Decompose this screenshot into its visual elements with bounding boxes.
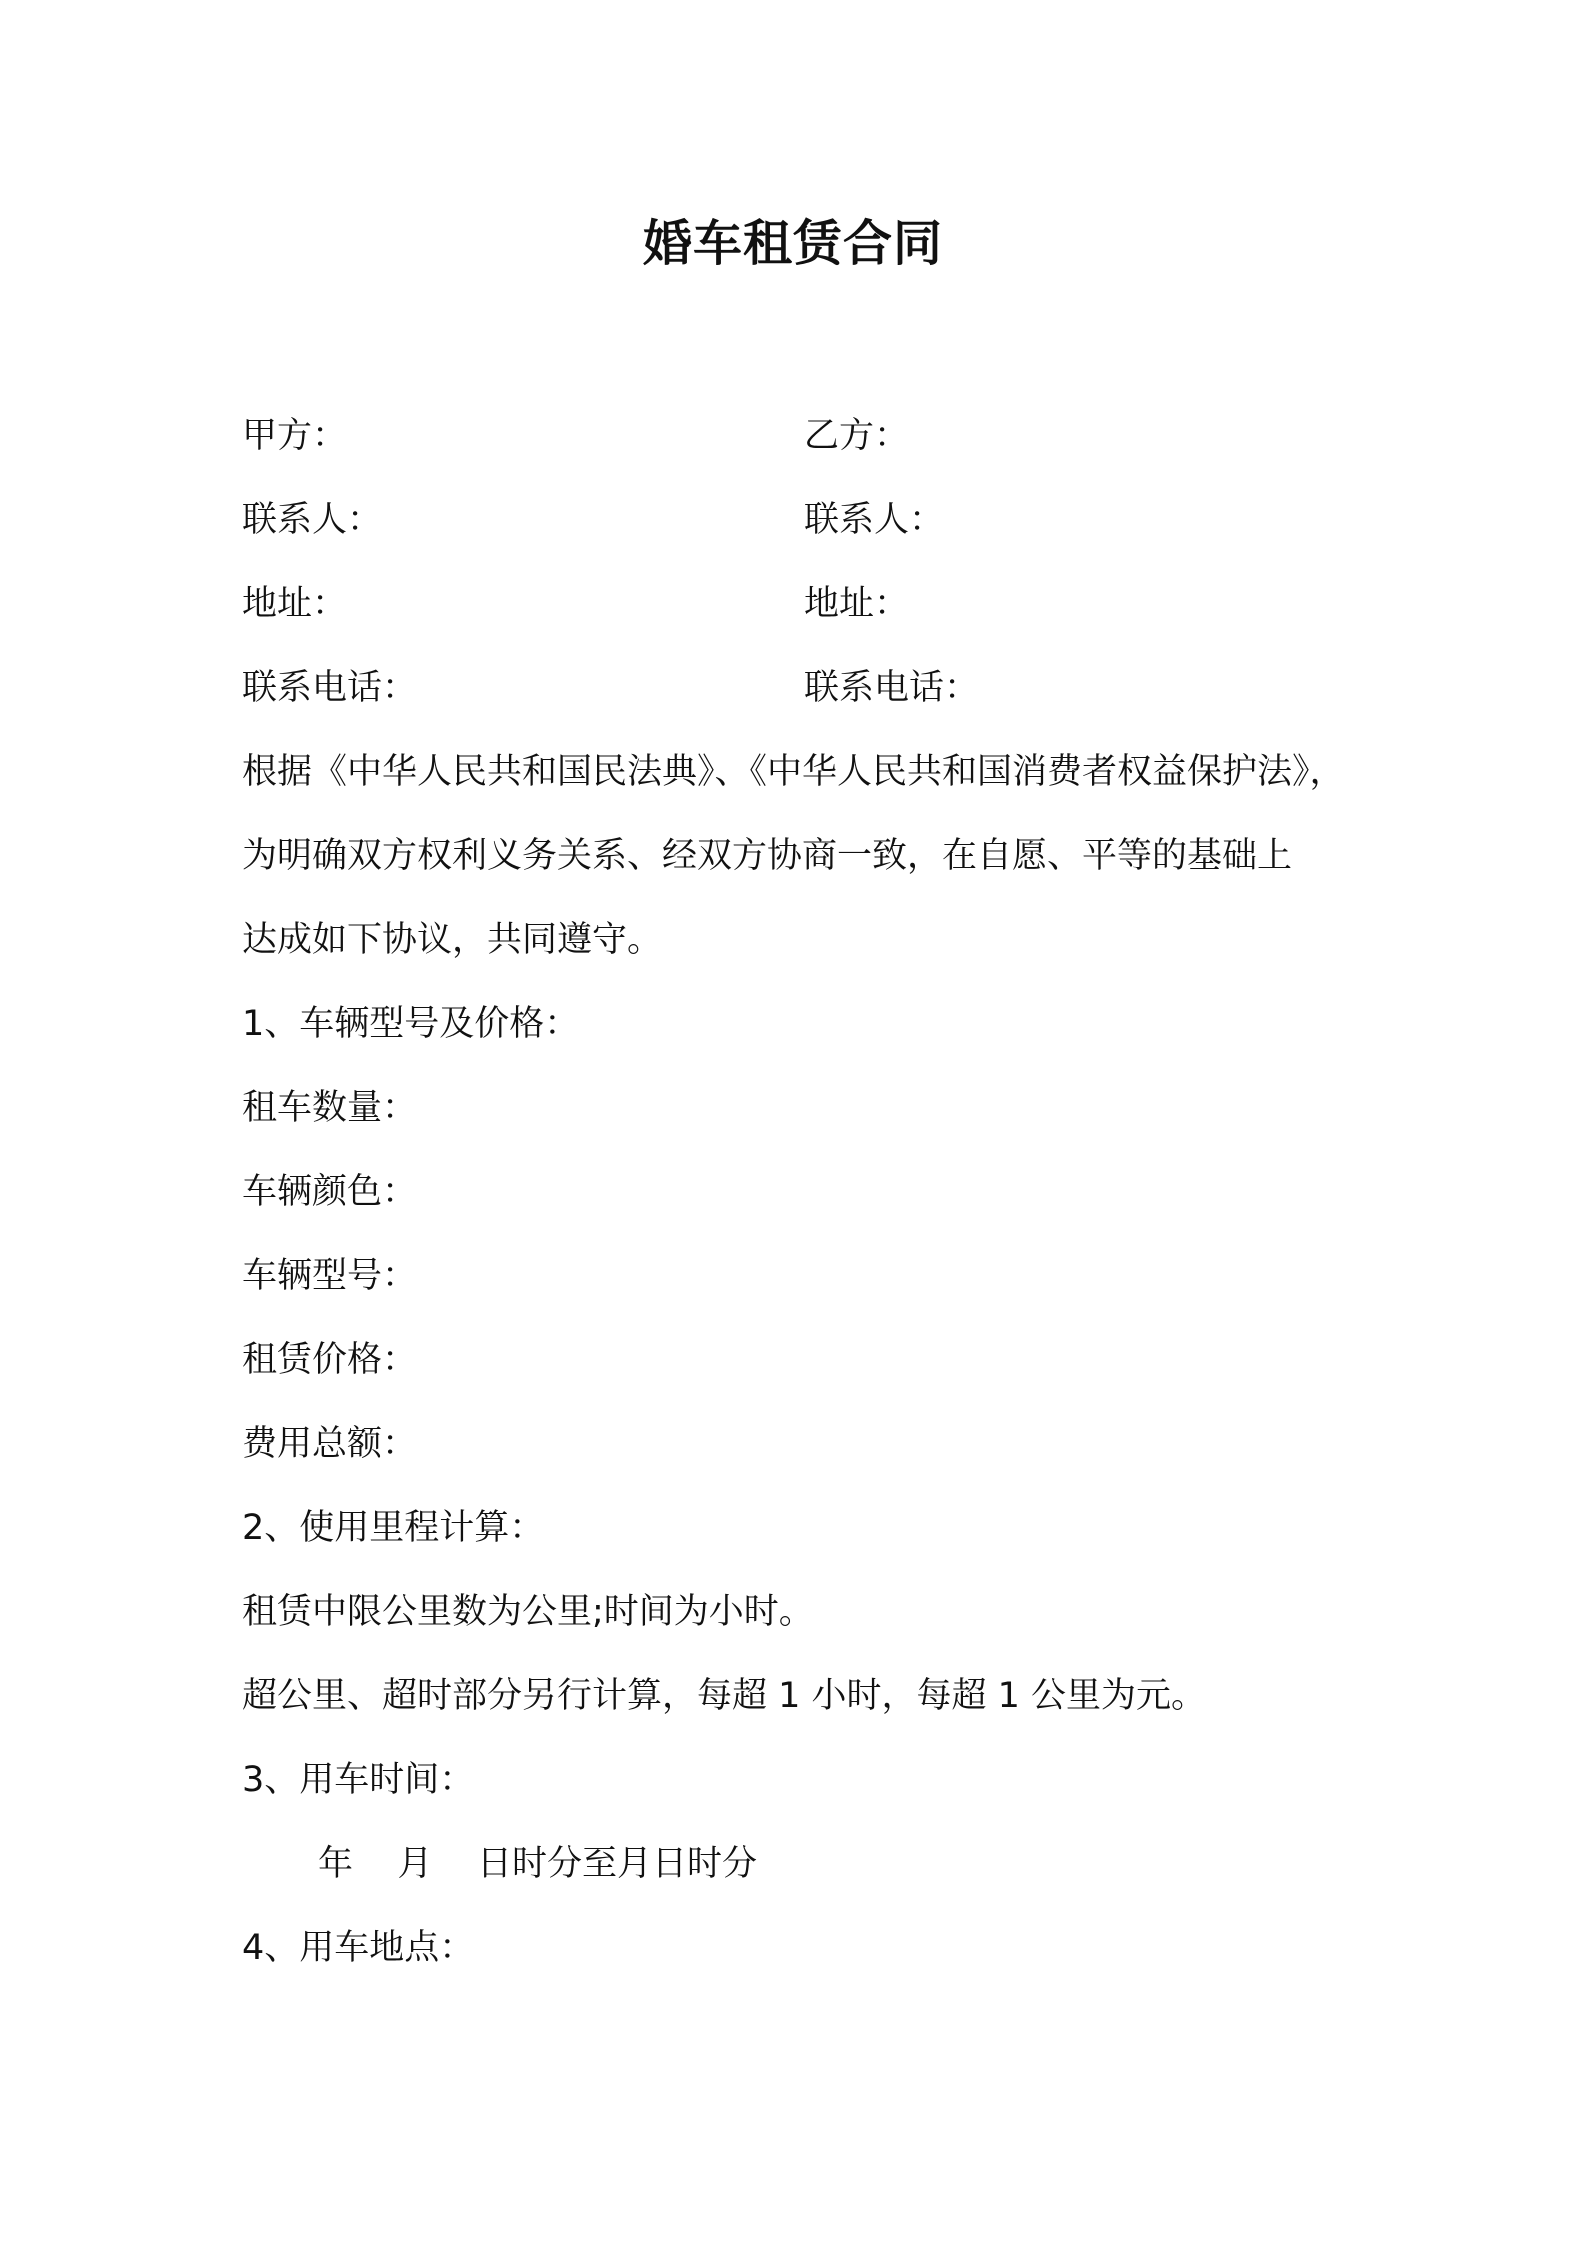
party-b-label: 乙方：	[804, 416, 910, 456]
preamble-line-2: 为明确双方权利义务关系、经双方协商一致，在自愿、平等的基础上	[242, 836, 1293, 876]
party-a-contact-label: 联系人：	[242, 500, 383, 540]
preamble-line-3: 达成如下协议，共同遵守。	[242, 920, 663, 960]
party-b-phone-label: 联系电话：	[804, 668, 980, 708]
party-a-phone-label: 联系电话：	[242, 668, 418, 708]
party-a-label: 甲方：	[242, 416, 348, 456]
preamble-line-1: 根据《中华人民共和国民法典》、《中华人民共和国消费者权益保护法》，	[242, 752, 1345, 792]
rental-quantity-label: 租车数量：	[242, 1088, 418, 1128]
total-fee-label: 费用总额：	[242, 1424, 418, 1464]
section-1-heading: 1、车辆型号及价格：	[242, 1004, 580, 1044]
vehicle-color-label: 车辆颜色：	[242, 1172, 418, 1212]
usage-time-line: 年 月 日时分至月日时分	[318, 1844, 758, 1884]
party-b-contact-label: 联系人：	[804, 500, 945, 540]
party-a-address-label: 地址：	[242, 584, 348, 624]
mileage-limit-line: 租赁中限公里数为公里;时间为小时。	[242, 1592, 814, 1632]
vehicle-model-label: 车辆型号：	[242, 1256, 418, 1296]
section-3-heading: 3、用车时间：	[242, 1760, 475, 1800]
document-title: 婚车租赁合同	[642, 215, 943, 272]
section-2-heading: 2、使用里程计算：	[242, 1508, 545, 1548]
section-4-heading: 4、用车地点：	[242, 1928, 475, 1968]
overage-charge-line: 超公里、超时部分另行计算，每超 1 小时，每超 1 公里为元。	[242, 1676, 1207, 1716]
rental-price-label: 租赁价格：	[242, 1340, 418, 1380]
party-b-address-label: 地址：	[804, 584, 910, 624]
